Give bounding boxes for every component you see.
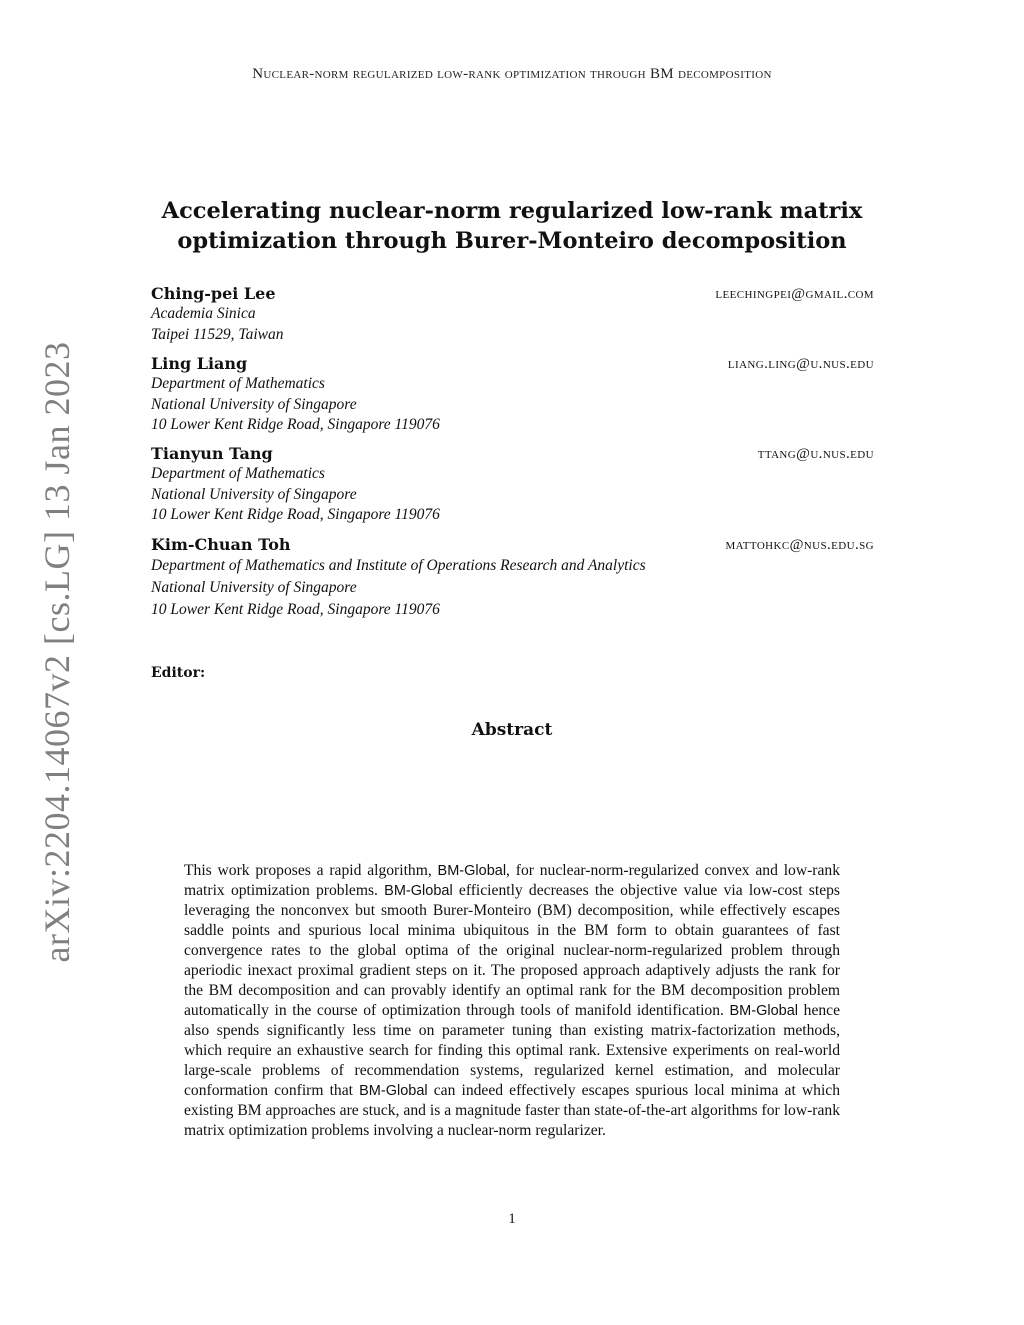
algorithm-name: BM-Global: [359, 1083, 428, 1099]
author-name: Ling Liang: [151, 354, 248, 373]
author-block-toh: [151, 535, 874, 621]
abstract-text: efficiently decreases the objective value via low-cost steps leveraging the nonconvex but smooth Burer-Monteiro (BM) decomposition, while effectively escapes saddle points and spurious local minima ubiquitous in the BM form to obtain guarantees of fast convergence rates to the global optima of the original nuclear-norm-regularized problem through aperiodic inexact proximal gradient steps on it. The proposed approach adaptively adjusts the rank for the BM decomposition and can provably identify an optimal rank for the BM decomposition problem automatically in the course of optimization through tools of manifold identification.: [184, 882, 840, 1019]
author-email[interactable]: liang.ling@u.nus.edu: [727, 356, 874, 372]
page-number: 1: [508, 1211, 516, 1227]
affiliation-line: 10 Lower Kent Ridge Road, Singapore 119076: [151, 416, 440, 433]
paper-title: [150, 196, 874, 256]
author-name: Kim-Chuan Toh: [151, 535, 291, 554]
affiliation-line: Academia Sinica: [151, 305, 256, 322]
affiliation-line: 10 Lower Kent Ridge Road, Singapore 119076: [151, 601, 440, 618]
author-name: Tianyun Tang: [151, 444, 273, 463]
algorithm-name: BM-Global: [437, 863, 507, 879]
affiliation-line: National University of Singapore: [151, 579, 357, 596]
affiliation-line: National University of Singapore: [151, 485, 357, 503]
affiliation-line: National University of Singapore: [151, 395, 357, 413]
abstract-text: can indeed effectively escapes spurious local minima at which existing BM approaches are stuck, and is a magnitude faster than state-of-the-art algorithms for low-rank matrix optimization problems involving a nuclear-norm regularizer.: [184, 1082, 840, 1139]
affiliation-line: Taipei 11529, Taiwan: [151, 325, 284, 343]
abstract-heading: Abstract: [471, 720, 553, 740]
algorithm-name: BM-Global: [729, 1003, 799, 1019]
affiliation-line: Department of Mathematics: [151, 465, 325, 482]
author-block-tang: [151, 444, 874, 526]
running-head: Nuclear-norm regularized low-rank optimization through BM decomposition: [252, 66, 772, 82]
affiliation-line: Department of Mathematics: [151, 375, 325, 392]
affiliation-line: 10 Lower Kent Ridge Road, Singapore 119076: [151, 506, 440, 523]
title-line-1: Accelerating nuclear-norm regularized low-rank matrix: [161, 198, 863, 224]
abstract-text: , for nuclear-norm-regularized convex and low-rank matrix optimization problems.: [184, 862, 840, 899]
editor-label: Editor:: [151, 665, 206, 681]
author-email[interactable]: mattohkc@nus.edu.sg: [725, 537, 874, 553]
author-block-lee: [151, 284, 874, 345]
affiliation-line: Department of Mathematics and Institute of Operations Research and Analytics: [151, 557, 646, 574]
title-line-2: optimization through Burer-Monteiro decomposition: [177, 228, 847, 254]
abstract-text: hence also spends significantly less time on parameter tuning than existing matrix-factorization methods, which require an exhaustive search for finding this optimal rank. Extensive experiments on real-world large-scale problems of recommendation systems, regularized kernel estimation, and molecular conformation confirm that: [184, 1002, 840, 1099]
algorithm-name: BM-Global: [384, 883, 453, 899]
author-email[interactable]: leechingpei@gmail.com: [715, 286, 874, 302]
author-block-liang: [151, 354, 874, 436]
author-name: Ching-pei Lee: [151, 284, 276, 303]
abstract-body: [184, 861, 840, 1141]
arxiv-stamp-text: arXiv:2204.14067v2 [cs.LG] 13 Jan 2023: [37, 341, 77, 963]
author-email[interactable]: ttang@u.nus.edu: [757, 446, 874, 462]
abstract-text: This work proposes a rapid algorithm,: [184, 862, 432, 879]
